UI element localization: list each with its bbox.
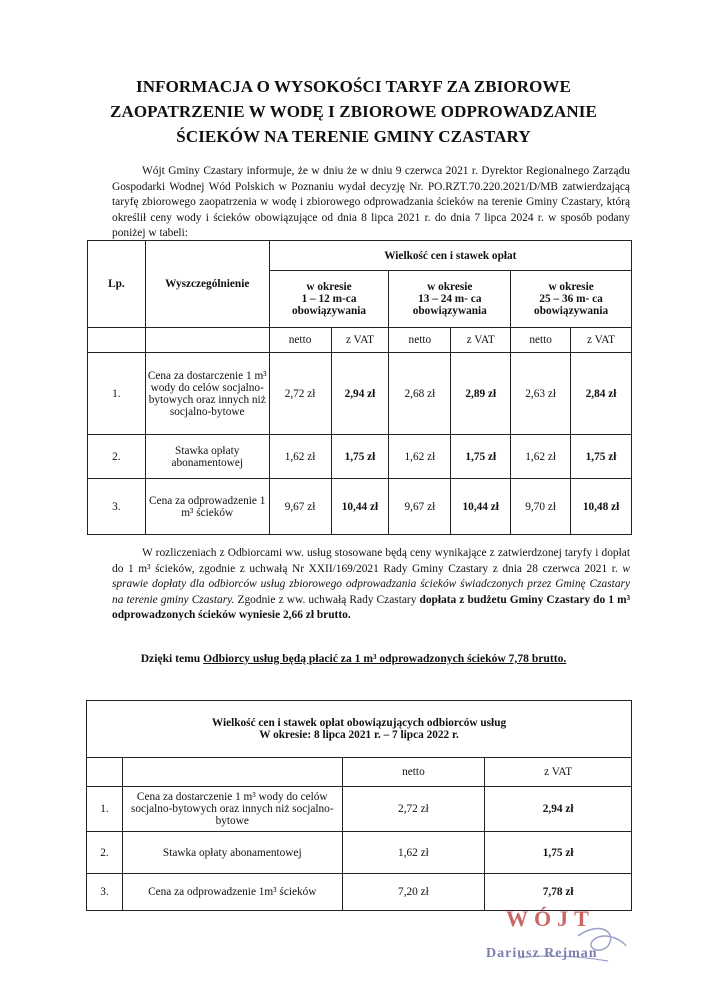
row-lp: 1. [88,353,146,435]
tariff-table [87,240,632,535]
stamp-title: WÓJT [506,906,595,931]
empty-cell [87,758,123,787]
subsidy-text-b: w sprawie dopłaty dla odbiorców usług zbiorowego odprowadzania ścieków świadczonych przez Gminę Czastary na terenie gminy Czastary. [112,562,630,606]
table2-header [87,701,632,758]
row-lp: 1. [87,787,123,832]
title-line-3: ŚCIEKÓW NA TERENIE GMINY CZASTARY [176,127,531,146]
header-lp: Lp. [88,241,146,328]
table2-header-line-1: Wielkość cen i stawek opłat obowiązujących odbiorców usług [211,717,507,729]
title-line-1: INFORMACJA O WYSOKOŚCI TARYF ZA ZBIOROWE [136,77,571,96]
row-item: Cena za odprowadzenie 1m³ ścieków [122,874,342,911]
empty-cell [88,328,146,353]
row-lp: 2. [88,435,146,479]
row-item: Stawka opłaty abonamentowej [145,435,269,479]
value-cell: 2,89 zł [451,353,511,435]
customer-price-table [86,700,632,911]
summary-text-b: Odbiorcy usług będą płacić za 1 m³ odprowadzonych ścieków 7,78 brutto. [203,652,567,665]
row-lp: 3. [88,479,146,535]
vat-header: z VAT [571,328,632,353]
intro-text: Wójt Gminy Czastary informuje, że w dniu że w dniu 9 czerwca 2021 r. Dyrektor Regionalnego Zarządu Gospodarki Wodnej Wód Polskich w Poznaniu wydał decyzję Nr. PO.RZT.70.220.2021/D/MB zatwierdzającą taryfę zbiorowego zaopatrzenia w wodę i zbiorowego odprowadzania ścieków na terenie Gminy Czastary, którą określił ceny wody i ścieków obowiązujące od dnia 8 lipca 2021 r. do dnia 7 lipca 2024 r. w sposób podany poniżej w tabeli: [112,165,630,240]
header-group: Wielkość cen i stawek opłat [269,241,631,271]
title-line-2: ZAOPATRZENIE W WODĘ I ZBIOROWE ODPROWADZANIE [110,102,597,121]
value-cell: 2,63 zł [511,353,571,435]
value-cell: 10,44 zł [331,479,389,535]
period-2: w okresie 13 – 24 m- ca obowiązywania [389,271,511,328]
netto-header: netto [269,328,331,353]
document-title [0,74,707,149]
value-cell: 10,44 zł [451,479,511,535]
value-cell: 1,75 zł [451,435,511,479]
vat-header: z VAT [331,328,389,353]
netto-header: netto [342,758,485,787]
value-cell: 1,75 zł [485,832,632,874]
vat-header: z VAT [485,758,632,787]
row-item: Stawka opłaty abonamentowej [122,832,342,874]
row-item: Cena za dostarczenie 1 m³ wody do celów socjalno-bytowych oraz innych niż socjalno-bytowe [145,353,269,435]
value-cell: 10,48 zł [571,479,632,535]
value-cell: 1,75 zł [571,435,632,479]
table-row [88,479,632,535]
value-cell: 1,75 zł [331,435,389,479]
value-cell: 1,62 zł [342,832,485,874]
subsidy-text-c: Zgodnie z ww. uchwałą Rady Czastary [234,593,420,606]
header-item: Wyszczególnienie [145,241,269,328]
period-3: w okresie 25 – 36 m- ca obowiązywania [511,271,632,328]
intro-paragraph [112,164,630,242]
table-row [88,353,632,435]
table-row [88,435,632,479]
empty-cell [145,328,269,353]
value-cell: 7,78 zł [485,874,632,911]
value-cell: 2,94 zł [485,787,632,832]
subsidy-text-d: dopłata z budżetu Gminy Czastary do 1 m³ odprowadzonych ścieków wyniesie 2,66 zł brutto. [112,593,630,622]
row-lp: 2. [87,832,123,874]
value-cell: 2,72 zł [269,353,331,435]
table-row [87,874,632,911]
subsidy-text-a: W rozliczeniach z Odbiorcami ww. usług stosowane będą ceny wynikające z zatwierdzonej taryfy i dopłat do 1 m³ ścieków, zgodnie z uchwałą Nr XXII/169/2021 Rady Gminy Czastary z dnia 28 czerwca 2021 r. [112,547,630,575]
stamp-name: Dariusz Rejman [486,946,598,961]
value-cell: 1,62 zł [389,435,451,479]
table-row [87,787,632,832]
summary-text-a: Dzięki temu [140,652,204,665]
value-cell: 7,20 zł [342,874,485,911]
value-cell: 2,72 zł [342,787,485,832]
netto-header: netto [389,328,451,353]
period-1: w okresie 1 – 12 m-ca obowiązywania [269,271,389,328]
value-cell: 1,62 zł [269,435,331,479]
table2-header-line-2: W okresie: 8 lipca 2021 r. – 7 lipca 2022 r. [259,729,459,741]
vat-header: z VAT [451,328,511,353]
value-cell: 2,84 zł [571,353,632,435]
value-cell: 9,70 zł [511,479,571,535]
netto-header: netto [511,328,571,353]
table-row [87,832,632,874]
row-item: Cena za odprowadzenie 1 m³ ścieków [145,479,269,535]
summary-line [0,652,707,665]
row-lp: 3. [87,874,123,911]
value-cell: 2,94 zł [331,353,389,435]
value-cell: 9,67 zł [389,479,451,535]
value-cell: 9,67 zł [269,479,331,535]
empty-cell [122,758,342,787]
subsidy-paragraph [112,546,630,624]
signature-stamp [478,906,628,976]
value-cell: 2,68 zł [389,353,451,435]
row-item: Cena za dostarczenie 1 m³ wody do celów socjalno-bytowych oraz innych niż socjalno-bytowe [122,787,342,832]
value-cell: 1,62 zł [511,435,571,479]
